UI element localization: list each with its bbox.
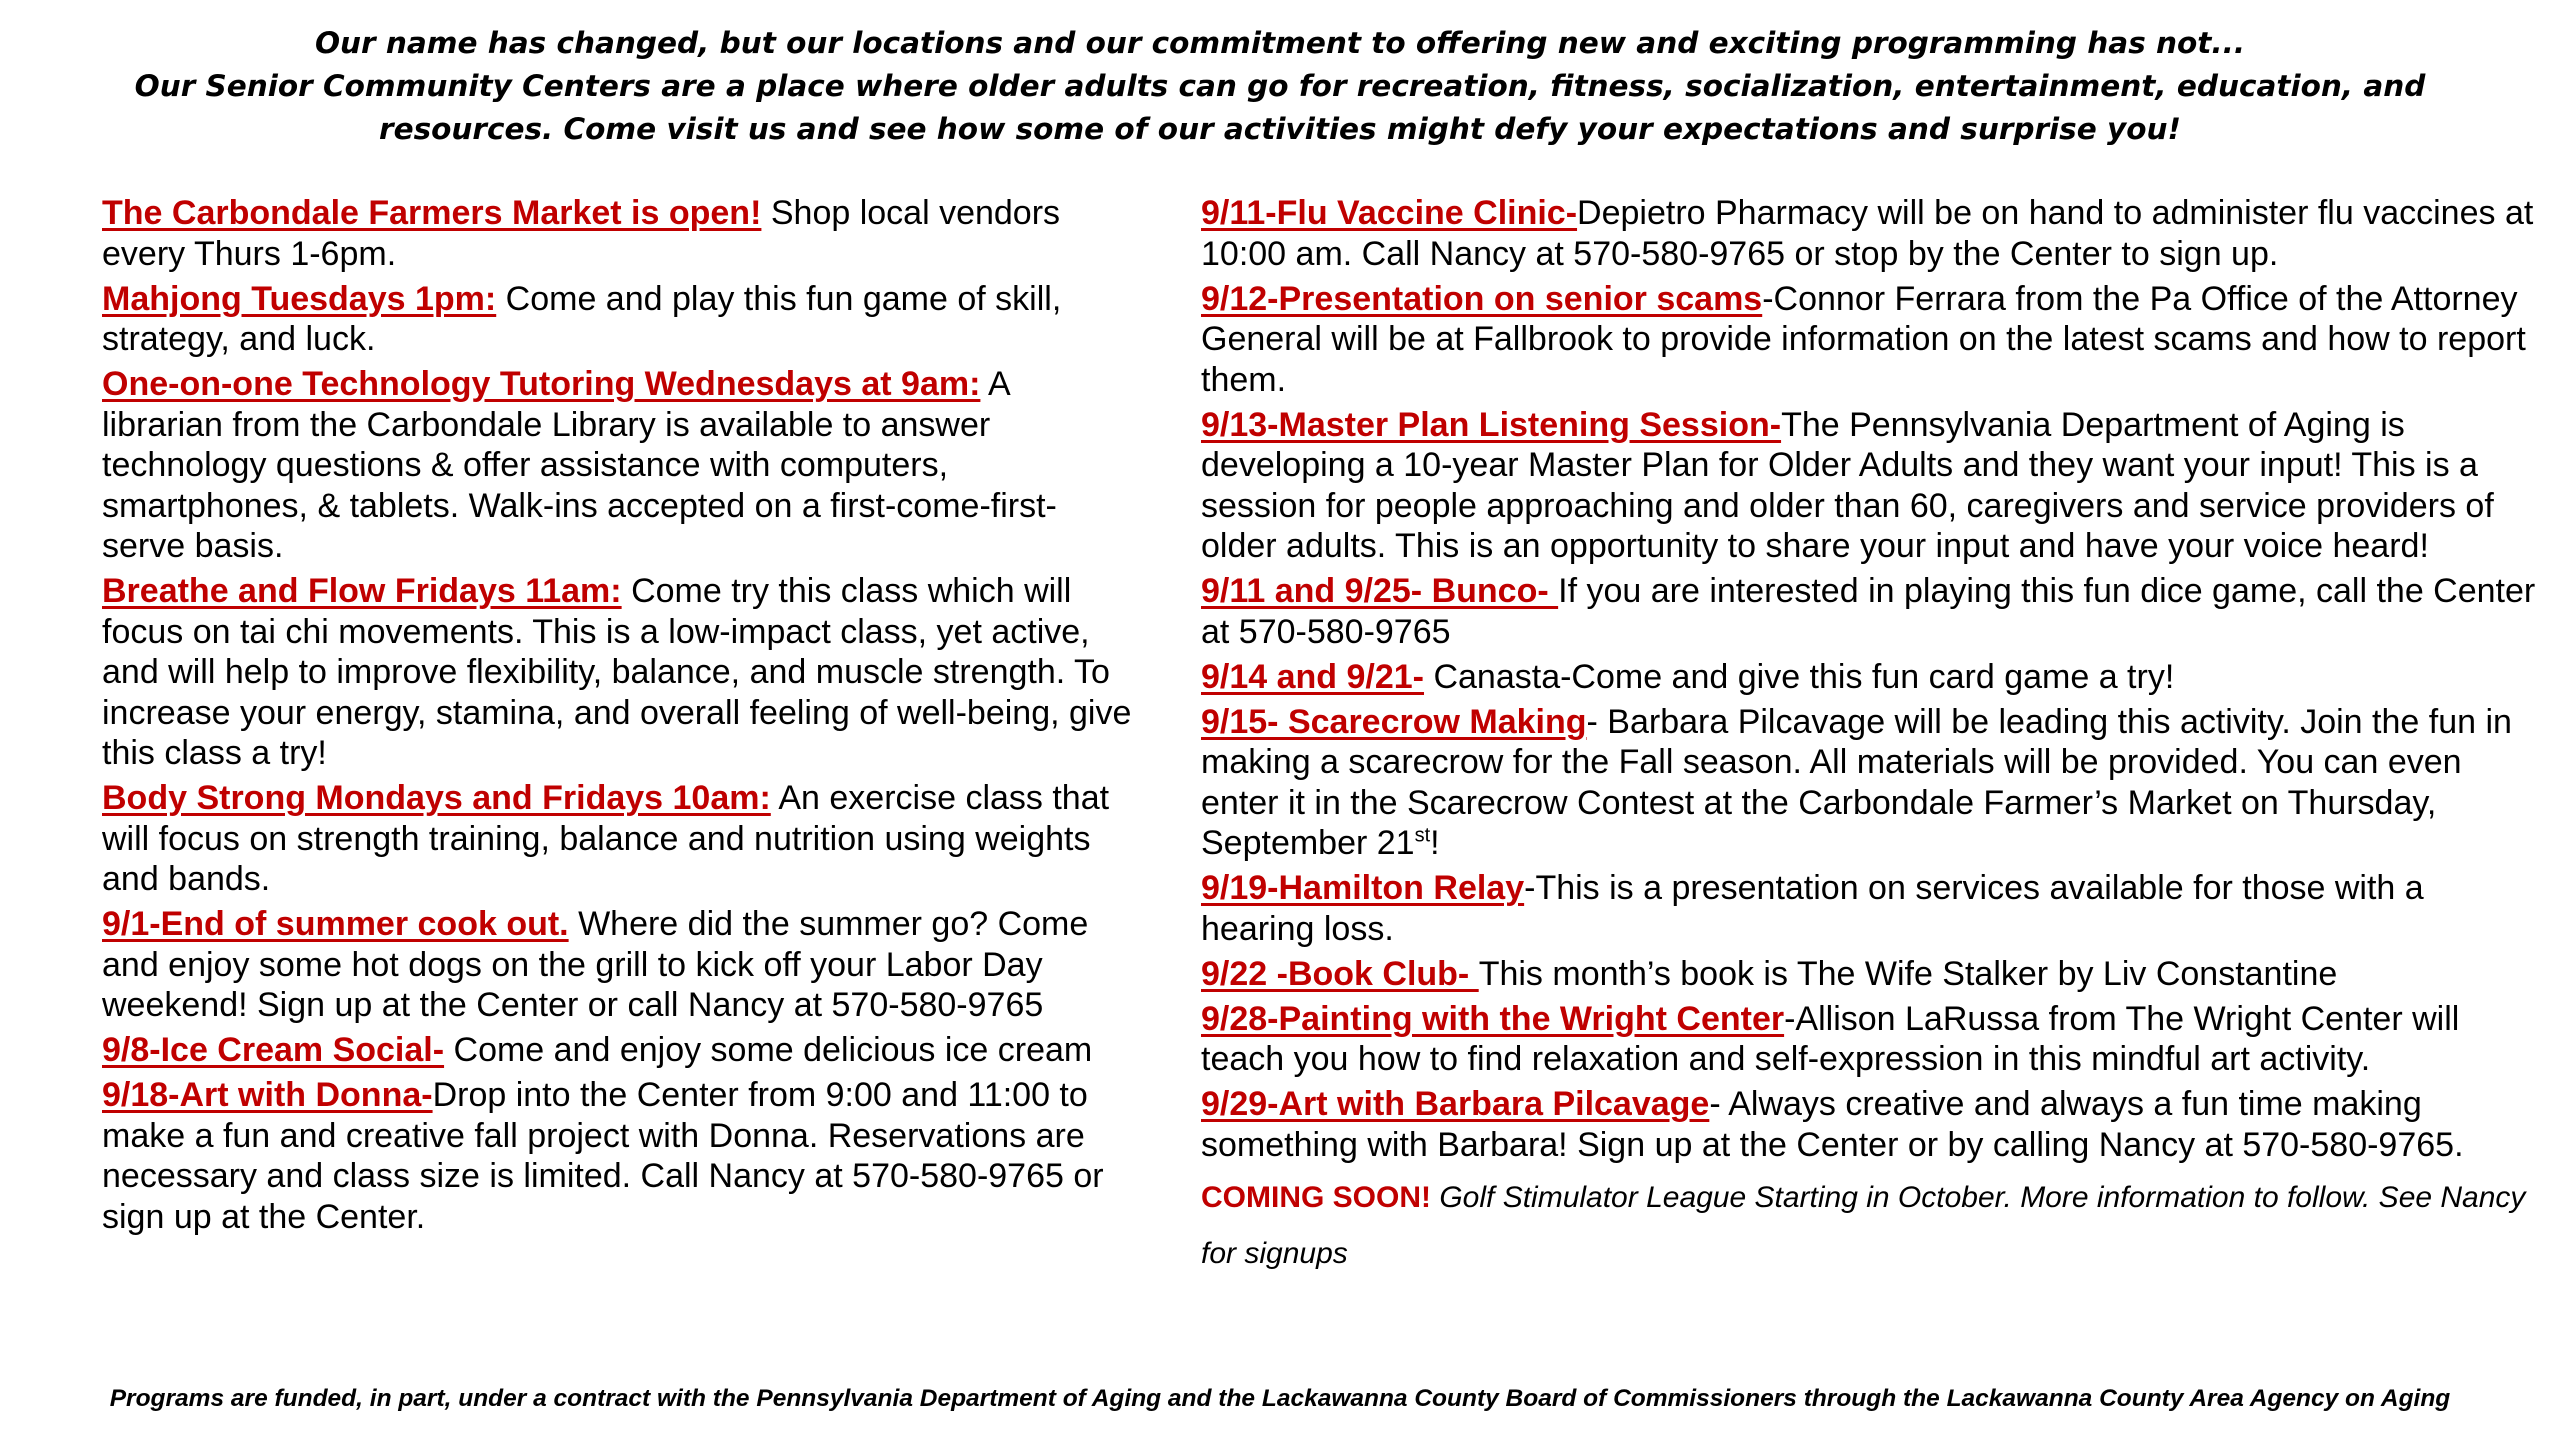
event-senior-scams xyxy=(1201,279,2546,401)
event-description: Come try this class which will focus on tai chi movements. This is a low-impact class, yet active, and will help to improve flexibility, balance, and muscle strength. To increase your energy, stamina, and overall feeling of well-being, give this class a try! xyxy=(102,572,1132,772)
event-painting-wright-center xyxy=(1201,999,2546,1080)
event-title: 9/28-Painting with the Wright Center xyxy=(1201,999,1785,1038)
event-description: Come and play this fun game of skill, strategy, and luck. xyxy=(102,279,1062,358)
event-description: Depietro Pharmacy will be on hand to administer flu vaccines at 10:00 am. Call Nancy at 570-580-9765 or stop by the Center to sign up. xyxy=(1201,194,2534,273)
event-description: Drop into the Center from 9:00 and 11:00 to make a fun and creative fall project with Donna. Reservations are necessary and class size is limited. Call Nancy at 570-580-9765 or sign up at the Center. xyxy=(102,1076,1104,1236)
event-body-strong xyxy=(102,778,1132,900)
event-description: - Barbara Pilcavage will be leading this activity. Join the fun in making a scarecrow for the Fall season. All materials will be provided. You can even enter it in the Scarecrow Contest at the Carbondale Farmer’s Market on Thursday, September 21 xyxy=(1201,702,2512,862)
coming-soon-text: Golf Stimulator League Starting in October. More information to follow. See Nancy for signups xyxy=(1201,1180,2526,1270)
event-description: Shop local vendors every Thurs 1-6pm. xyxy=(102,194,1061,273)
event-hamilton-relay xyxy=(1201,868,2546,949)
event-description: If you are interested in playing this fun dice game, call the Center at 570-580-9765 xyxy=(1201,572,2536,651)
event-title: 9/8-Ice Cream Social- xyxy=(102,1031,445,1069)
event-bunco xyxy=(1201,571,2546,652)
event-title: 9/29-Art with Barbara Pilcavage xyxy=(1201,1085,1710,1123)
intro-header xyxy=(100,22,2460,151)
event-title: 9/11 and 9/25- Bunco- xyxy=(1201,572,1559,610)
event-flu-vaccine-clinic xyxy=(1201,193,2546,274)
event-description: -Allison LaRussa from The Wright Center will teach you how to find relaxation and self-expression in this mindful art activity. xyxy=(1201,999,2460,1078)
intro-line-1: Our name has changed, but our locations and our commitment to offering new and exciting programming has not... xyxy=(314,26,2246,60)
event-title: 9/13-Master Plan Listening Session- xyxy=(1201,405,1782,444)
event-description: -This is a presentation on services available for those with a hearing loss. xyxy=(1201,869,2424,948)
event-ice-cream-social xyxy=(102,1030,1132,1071)
event-title: Mahjong Tuesdays 1pm: xyxy=(102,279,497,318)
event-title: 9/22 -Book Club- xyxy=(1201,954,1479,993)
intro-line-2: Our Senior Community Centers are a place where older adults can go for recreation, fitness, socialization, entertainment, education, and resources. Come visit us and see how some of our activities might defy your expectations and surprise you! xyxy=(134,69,2426,146)
event-description: Come and enjoy some delicious ice cream xyxy=(444,1031,1093,1069)
event-description: Where did the summer go? Come and enjoy some hot dogs on the grill to kick off your Labor Day weekend! Sign up at the Center or call Nancy at 570-580-9765 xyxy=(102,905,1089,1024)
event-technology-tutoring xyxy=(102,364,1132,567)
event-title: The Carbondale Farmers Market is open! xyxy=(102,194,762,232)
event-master-plan xyxy=(1201,405,2546,567)
event-mahjong xyxy=(102,279,1132,360)
event-title: 9/18-Art with Donna- xyxy=(102,1076,433,1114)
event-description: - Always creative and always a fun time making something with Barbara! Sign up at the Center or by calling Nancy at 570-580-9765. xyxy=(1201,1085,2464,1164)
event-description: The Pennsylvania Department of Aging is developing a 10-year Master Plan for Older Adults and they want your input! This is a session for people approaching and older than 60, caregivers and service providers of older adults. This is an opportunity to share your input and have your voice heard! xyxy=(1201,405,2494,565)
event-title: 9/12-Presentation on senior scams xyxy=(1201,279,1763,318)
event-title: 9/1-End of summer cook out. xyxy=(102,905,569,943)
event-art-with-barbara xyxy=(1201,1084,2546,1165)
event-farmers-market xyxy=(102,193,1132,274)
event-title: 9/19-Hamilton Relay xyxy=(1201,869,1525,907)
event-title: 9/11-Flu Vaccine Clinic- xyxy=(1201,194,1578,232)
event-description: This month’s book is The Wife Stalker by Liv Constantine xyxy=(1478,954,2338,993)
event-canasta xyxy=(1201,657,2546,698)
event-title: 9/15- Scarecrow Making xyxy=(1201,702,1587,741)
event-breathe-and-flow xyxy=(102,571,1132,774)
event-book-club xyxy=(1201,954,2546,995)
ordinal-suffix: st xyxy=(1414,824,1431,847)
event-description: A librarian from the Carbondale Library is available to answer technology questions & offer assistance with computers, smartphones, & tablets. Walk-ins accepted on a first-come-first-serve basis. xyxy=(102,365,1057,565)
event-art-with-donna xyxy=(102,1075,1132,1237)
coming-soon-notice xyxy=(1201,1170,2546,1282)
event-scarecrow-making xyxy=(1201,702,2546,864)
event-title: 9/14 and 9/21- xyxy=(1201,657,1425,696)
event-description-end: ! xyxy=(1430,824,1440,862)
event-title: One-on-one Technology Tutoring Wednesdays at 9am: xyxy=(102,365,981,403)
event-title: Body Strong Mondays and Fridays 10am: xyxy=(102,779,771,817)
left-column xyxy=(102,193,1132,1242)
event-title: Breathe and Flow Fridays 11am: xyxy=(102,572,622,610)
event-cook-out xyxy=(102,904,1132,1026)
event-description: -Connor Ferrara from the Pa Office of the Attorney General will be at Fallbrook to provide information on the latest scams and how to report them. xyxy=(1201,279,2526,399)
funding-footer: Programs are funded, in part, under a contract with the Pennsylvania Department of Aging and the Lackawanna County Board of Commissioners through the Lackawanna County Area Agency on Aging xyxy=(109,1385,2451,1412)
event-description: An exercise class that will focus on strength training, balance and nutrition using weights and bands. xyxy=(102,779,1110,898)
right-column xyxy=(1201,193,2546,1282)
coming-soon-label: COMING SOON! xyxy=(1201,1180,1431,1214)
event-description: Canasta-Come and give this fun card game a try! xyxy=(1424,657,2175,696)
